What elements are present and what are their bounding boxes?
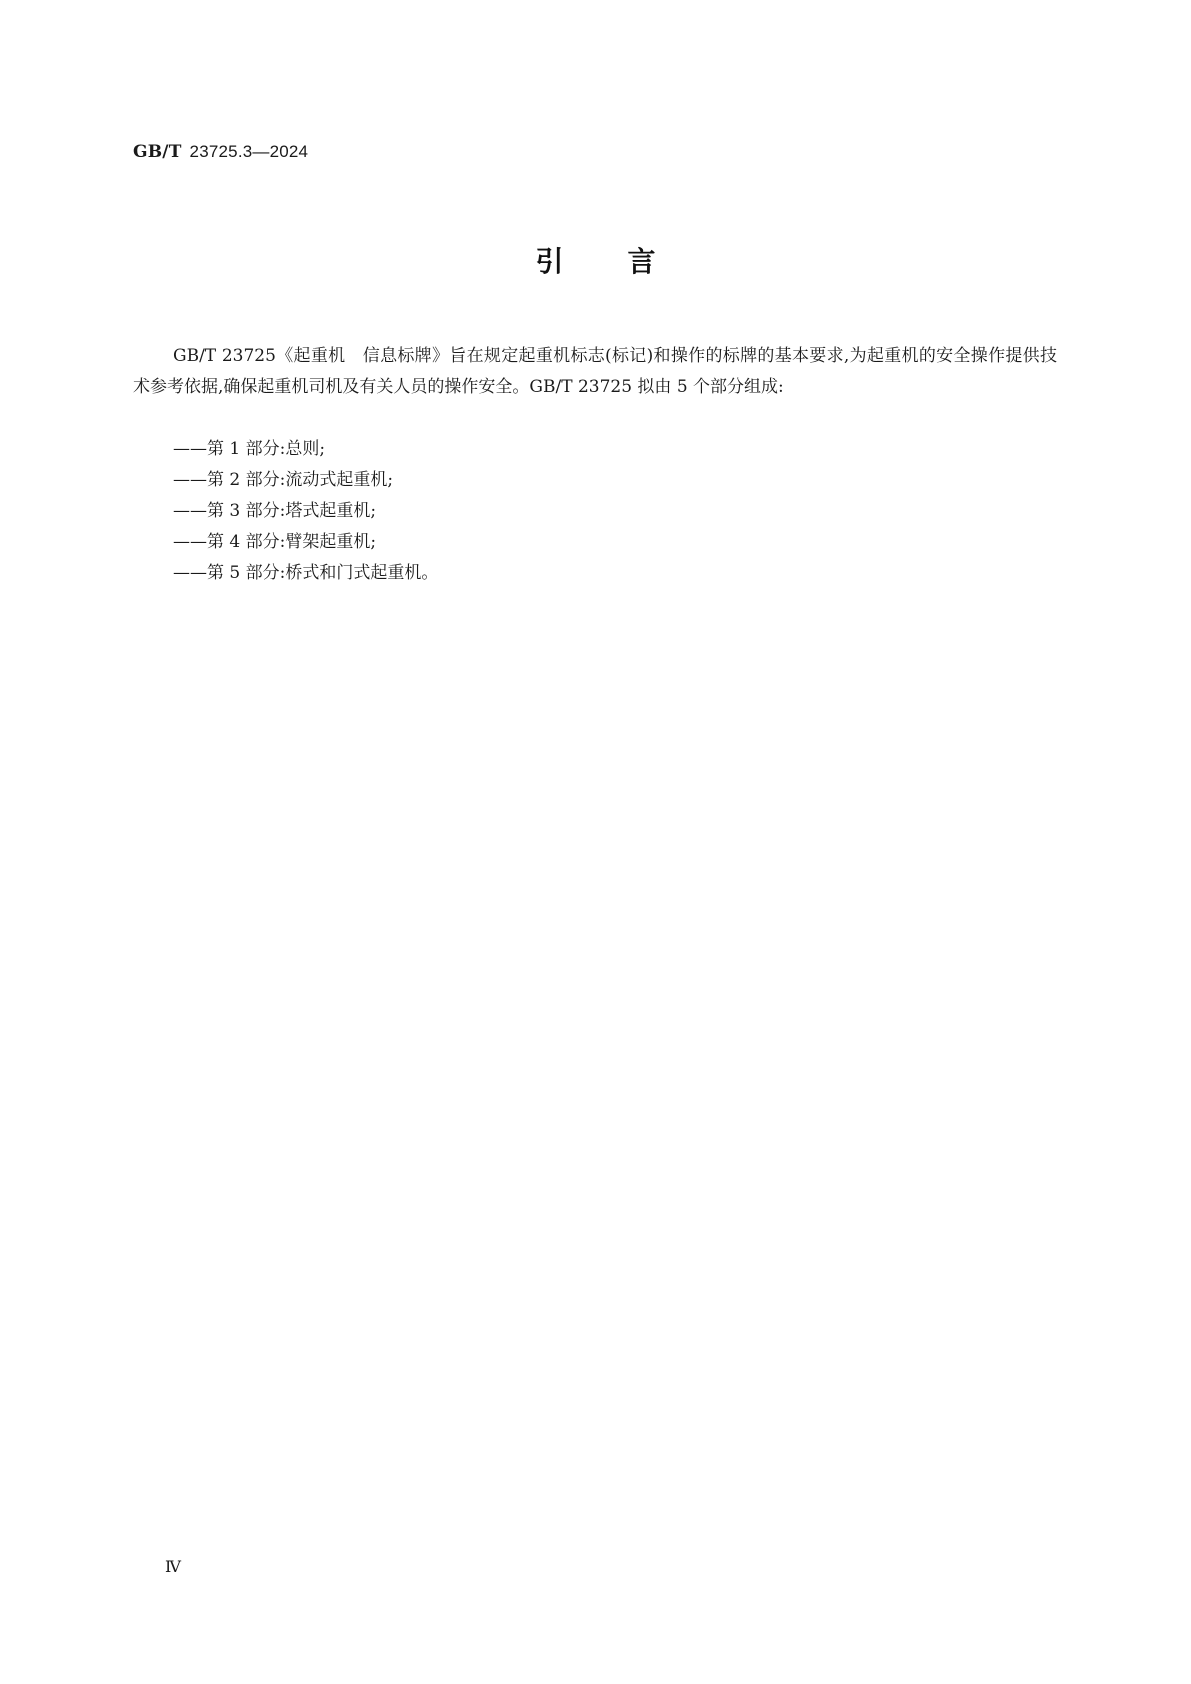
standard-number: 23725.3—2024 — [189, 142, 309, 161]
list-item: ——第 2 部分:流动式起重机; — [173, 470, 394, 490]
list-item: ——第 5 部分:桥式和门式起重机。 — [173, 563, 439, 583]
list-item: ——第 4 部分:臂架起重机; — [173, 532, 377, 552]
parts-list — [173, 434, 438, 589]
standard-prefix: GB/T — [133, 142, 182, 162]
title-char-1: 引 — [535, 245, 564, 278]
list-item: ——第 1 部分:总则; — [173, 439, 326, 459]
page-title — [0, 242, 1191, 282]
intro-paragraph: GB/T 23725《起重机 信息标牌》旨在规定起重机标志(标记)和操作的标牌的基本要求,为起重机的安全操作提供技术参考依据,确保起重机司机及有关人员的操作安全。GB/T 23725 拟由 5 个部分组成: — [133, 346, 1057, 397]
list-item: ——第 3 部分:塔式起重机; — [173, 501, 377, 521]
standard-code-header — [133, 142, 308, 162]
title-char-2: 言 — [627, 245, 656, 278]
page-number: Ⅳ — [165, 1557, 181, 1576]
